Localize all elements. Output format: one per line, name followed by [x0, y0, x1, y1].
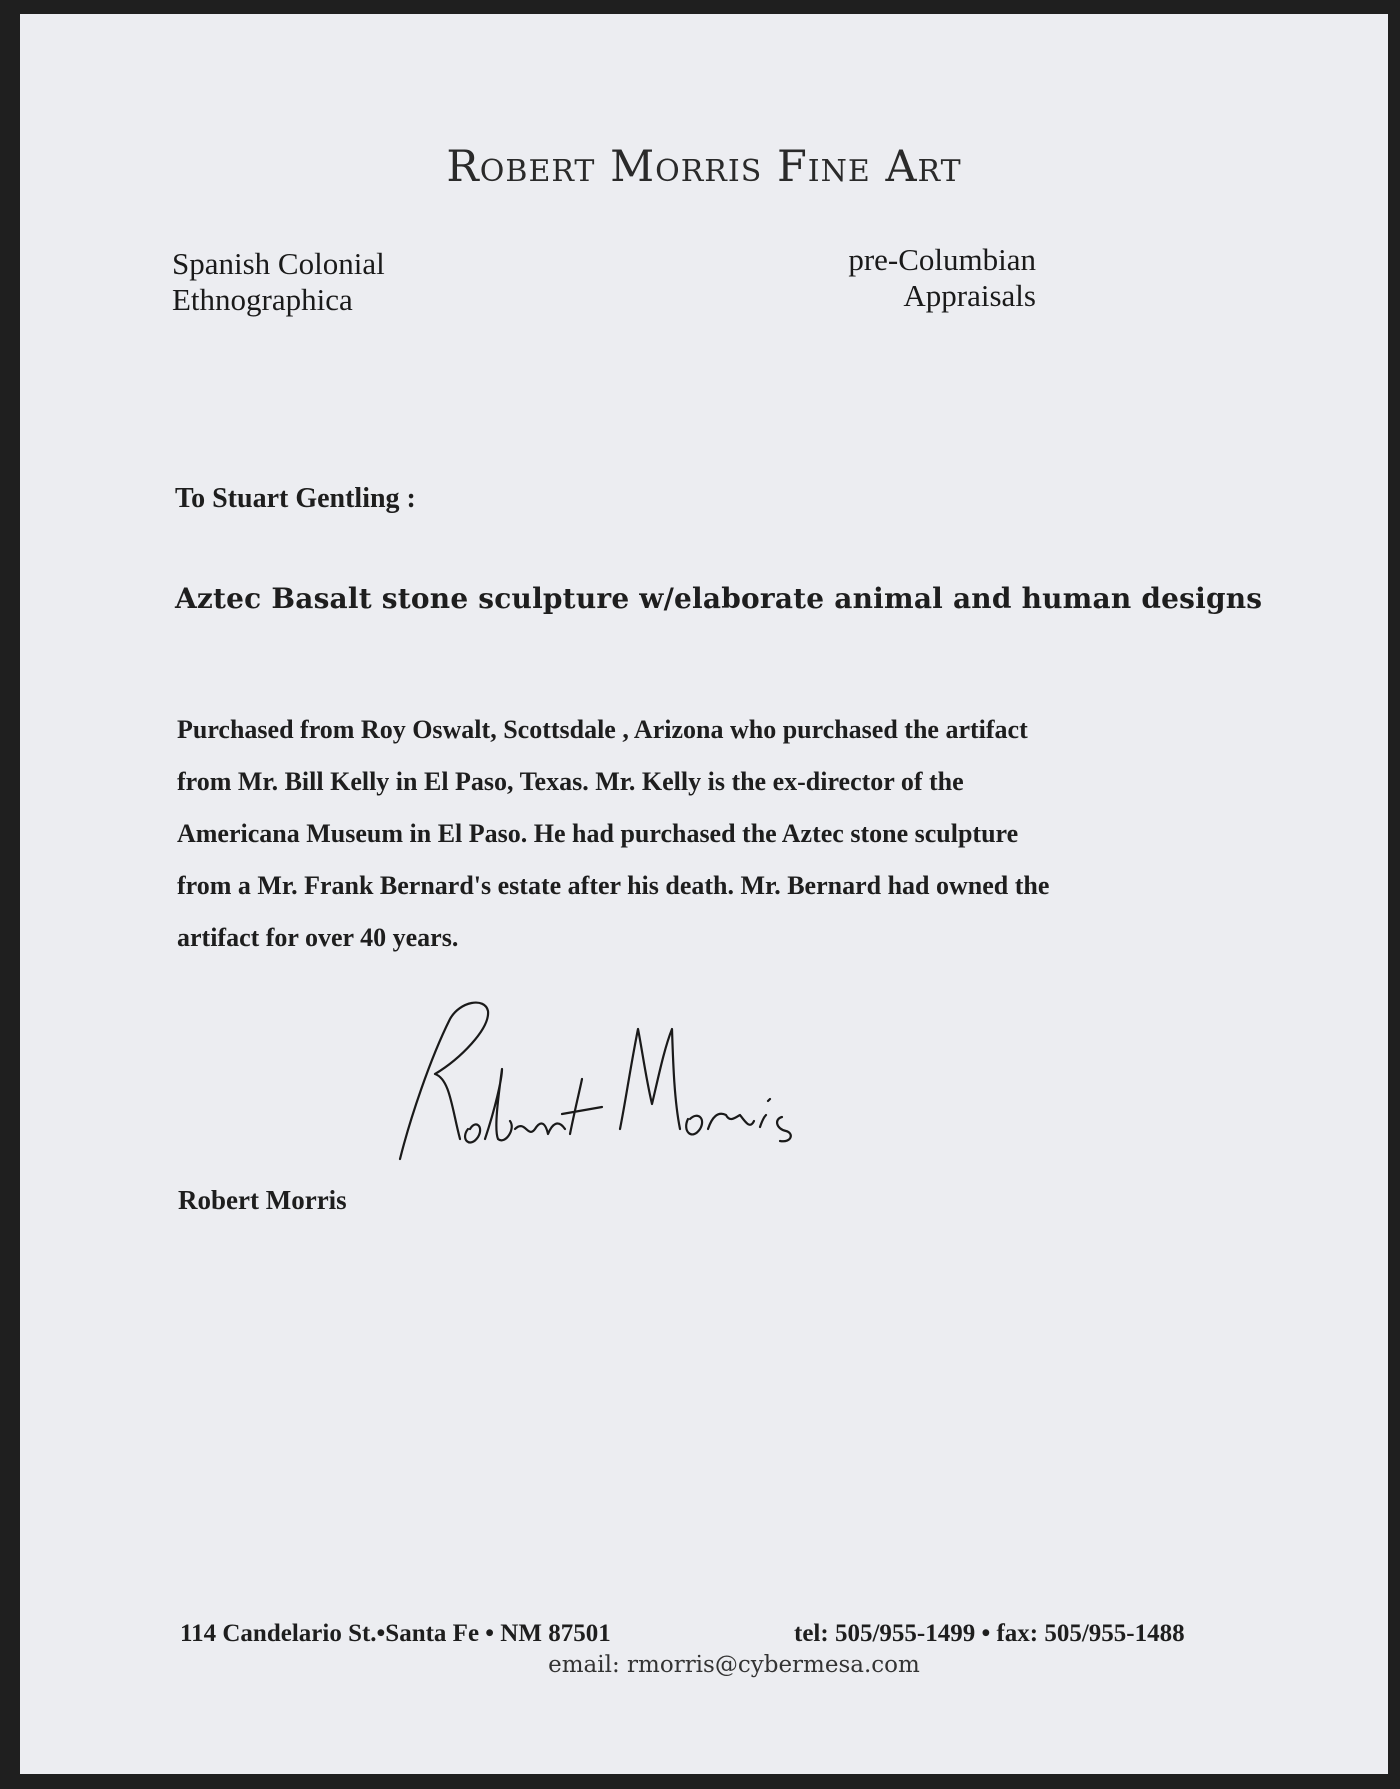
body-line: Americana Museum in El Paso. He had purchased the Aztec stone sculpture	[177, 819, 1019, 848]
specialties-right	[848, 242, 1036, 314]
signer-name: Robert Morris	[178, 1185, 347, 1215]
footer-address: 114 Candelario St.•Santa Fe • NM 87501	[180, 1620, 611, 1647]
subject-line: Aztec Basalt stone sculpture w/elaborate animal and human designs	[175, 582, 1263, 615]
specialties-left	[172, 246, 385, 318]
handwritten-signature	[390, 989, 850, 1169]
letter-page	[20, 14, 1388, 1774]
body-line: from Mr. Bill Kelly in El Paso, Texas. Mr. Kelly is the ex-director of the	[177, 767, 964, 796]
body-line: Purchased from Roy Oswalt, Scottsdale , Arizona who purchased the artifact	[177, 715, 1028, 744]
letterhead-title: Robert Morris Fine Art	[446, 142, 962, 192]
specialty-appraisals: Appraisals	[903, 278, 1036, 313]
body-line: from a Mr. Frank Bernard's estate after his death. Mr. Bernard had owned the	[177, 871, 1050, 900]
footer-phone-fax: tel: 505/955-1499 • fax: 505/955-1488	[794, 1620, 1185, 1647]
body-line: artifact for over 40 years.	[177, 923, 459, 952]
provenance-paragraph	[177, 704, 1217, 964]
specialty-spanish-colonial: Spanish Colonial	[172, 246, 385, 281]
footer-email: email: rmorris@cybermesa.com	[548, 1652, 920, 1678]
specialty-ethnographica: Ethnographica	[172, 282, 353, 317]
salutation: To Stuart Gentling :	[175, 483, 416, 514]
specialty-pre-columbian: pre-Columbian	[848, 242, 1036, 277]
